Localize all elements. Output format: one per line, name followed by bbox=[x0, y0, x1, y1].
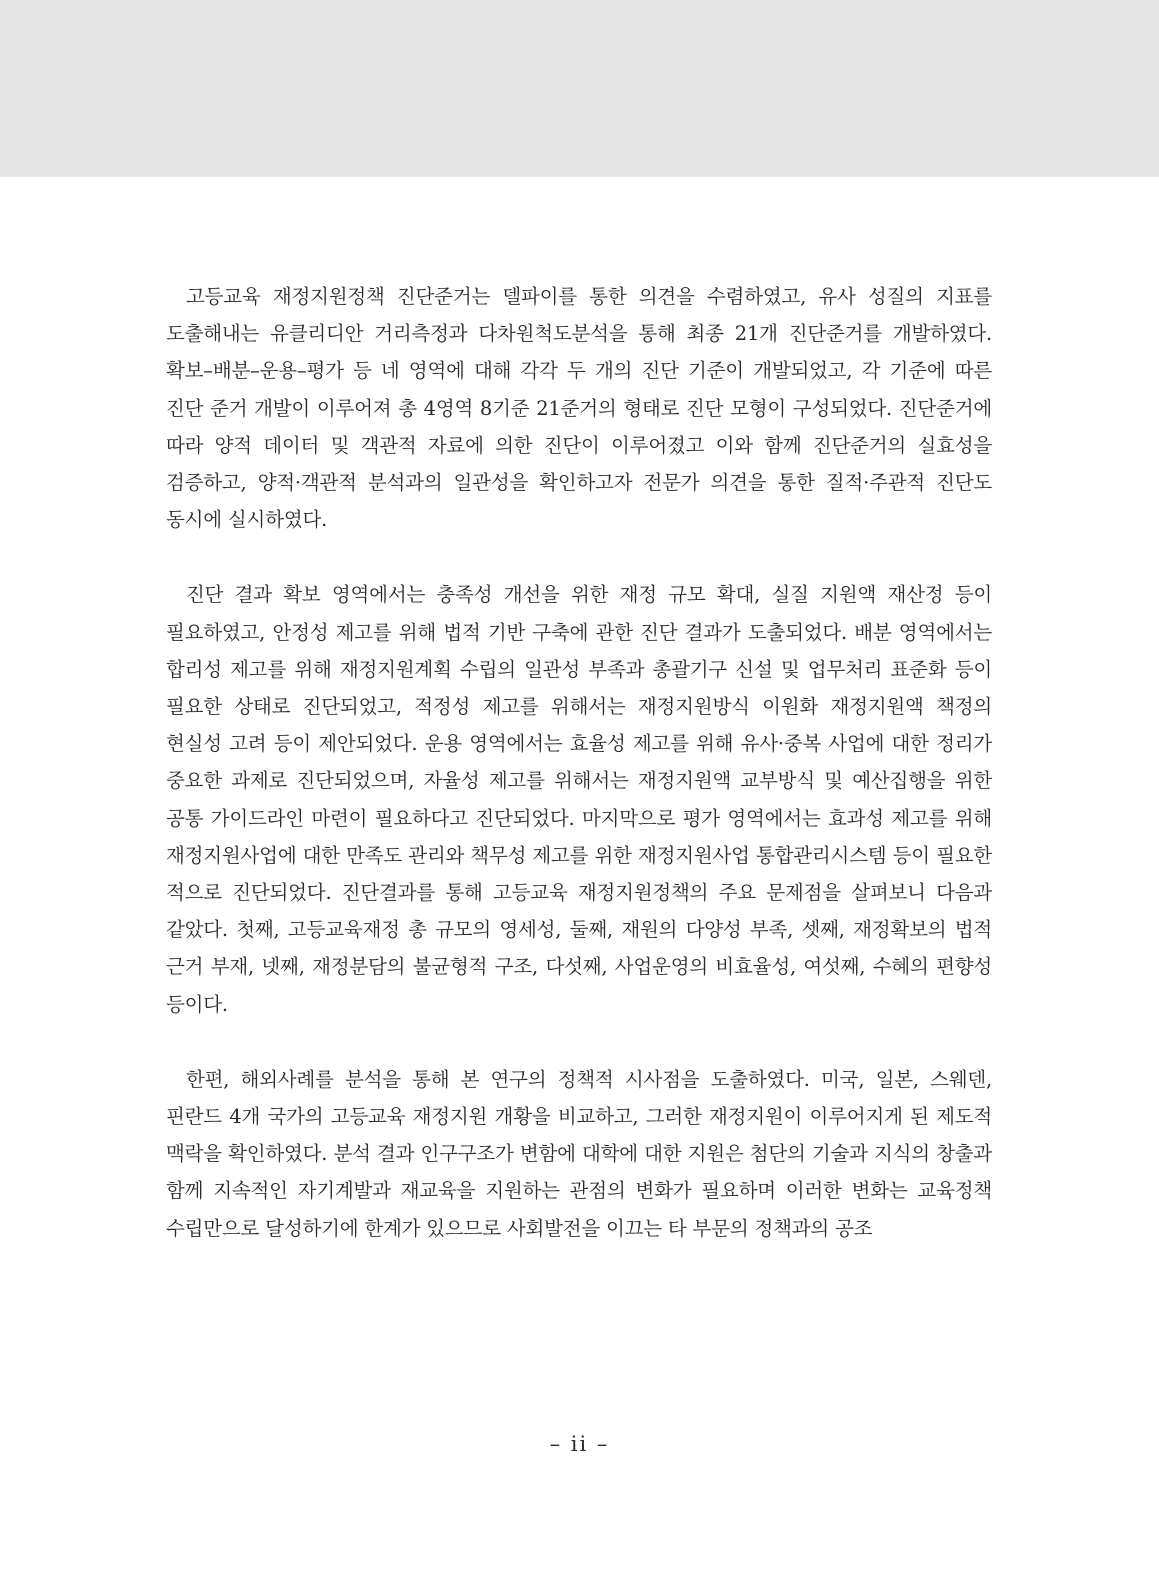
paragraph-1: 고등교육 재정지원정책 진단준거는 델파이를 통한 의견을 수렴하였고, 유사 성질의 지표를 도출해내는 유클리디안 거리측정과 다차원척도분석을 통해 최종 21개 진단준거를 개발하였다. 확보–배분–운용–평가 등 네 영역에 대해 각각 두 개의 진단 기준이 개발되었고, 각 기준에 따른 진단 준거 개발이 이루어져 총 4영역 8기준 21준거의 형태로 진단 모형이 구성되었다. 진단준거에 따라 양적 데이터 및 객관적 자료에 의한 진단이 이루어졌고 이와 함께 진단준거의 실효성을 검증하고, 양적·객관적 분석과의 일관성을 확인하고자 전문가 의견을 통한 질적·주관적 진단도 동시에 실시하였다. bbox=[166, 285, 992, 532]
paragraph-2: 진단 결과 확보 영역에서는 충족성 개선을 위한 재정 규모 확대, 실질 지원액 재산정 등이 필요하였고, 안정성 제고를 위해 법적 기반 구축에 관한 진단 결과가 도출되었다. 배분 영역에서는 합리성 제고를 위해 재정지원계획 수립의 일관성 부족과 총괄기구 신설 및 업무처리 표준화 등이 필요한 상태로 진단되었고, 적정성 제고를 위해서는 재정지원방식 이원화 재정지원액 책정의 현실성 고려 등이 제안되었다. 운용 영역에서는 효율성 제고를 위해 유사·중복 사업에 대한 정리가 중요한 과제로 진단되었으며, 자율성 제고를 위해서는 재정지원액 교부방식 및 예산집행을 위한 공통 가이드라인 마련이 필요하다고 진단되었다. 마지막으로 평가 영역에서는 효과성 제고를 위해 재정지원사업에 대한 만족도 관리와 책무성 제고를 위한 재정지원사업 통합관리시스템 등이 필요한 적으로 진단되었다. 진단결과를 통해 고등교육 재정지원정책의 주요 문제점을 살펴보니 다음과 같았다. 첫째, 고등교육재정 총 규모의 영세성, 둘째, 재원의 다양성 부족, 셋째, 재정확보의 법적 근거 부재, 넷째, 재정분담의 불균형적 구조, 다섯째, 사업운영의 비효율성, 여섯째, 수혜의 편향성 등이다. bbox=[166, 583, 992, 1016]
body-text bbox=[166, 278, 992, 1247]
page-number: – ii – bbox=[549, 1432, 610, 1456]
paragraph-3: 한편, 해외사례를 분석을 통해 본 연구의 정책적 시사점을 도출하였다. 미국, 일본, 스웨덴, 핀란드 4개 국가의 고등교육 재정지원 개황을 비교하고, 그러한 재정지원이 이루어지게 된 제도적 맥락을 확인하였다. 분석 결과 인구구조가 변함에 대학에 대한 지원은 첨단의 기술과 지식의 창출과 함께 지속적인 자기계발과 재교육을 지원하는 관점의 변화가 필요하며 이러한 변화는 교육정책 수립만으로 달성하기에 한계가 있으므로 사회발전을 이끄는 타 부문의 정책과의 공조 bbox=[166, 1067, 992, 1240]
header-band bbox=[0, 0, 1159, 177]
